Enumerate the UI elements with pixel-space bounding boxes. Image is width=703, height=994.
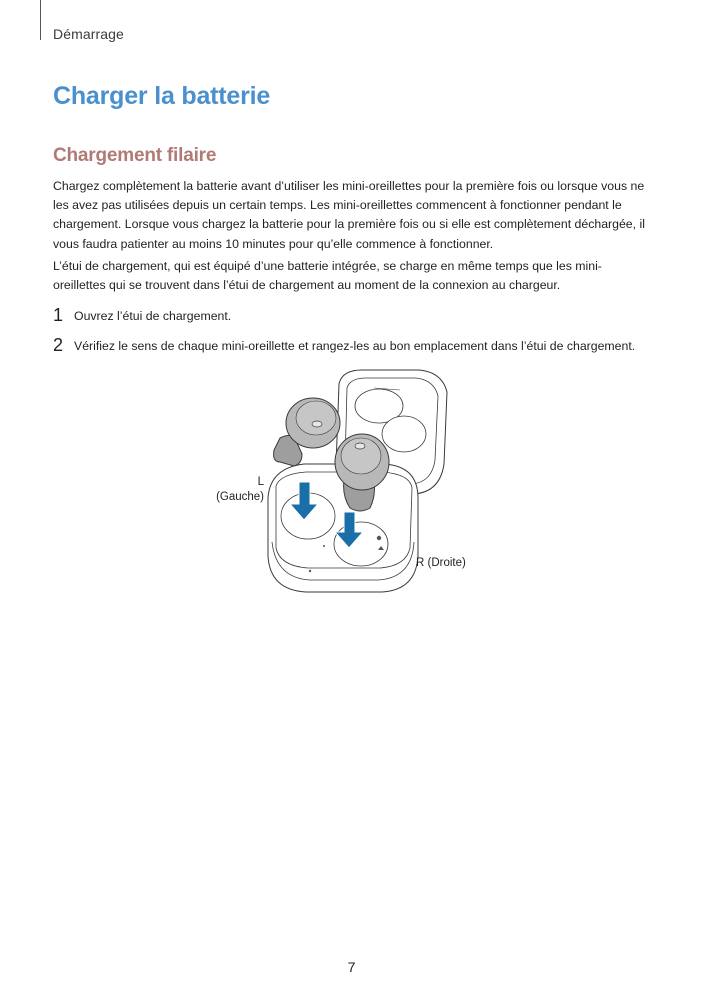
step-2: [53, 335, 673, 357]
left-earbud: [274, 398, 340, 466]
case-paragraph: L’étui de chargement, qui est équipé d’une batterie intégrée, se charge en même temps que les mini-oreillettes qui se trouvent dans l’étui de chargement au moment de la connexion au chargeur.: [53, 259, 602, 293]
section-subtitle: Chargement filaire: [53, 145, 217, 166]
step-number: 2: [53, 335, 64, 355]
step-1: [53, 305, 673, 327]
page-title: Charger la batterie: [53, 82, 271, 110]
intro-paragraph: Chargez complètement la batterie avant d’utiliser les mini-oreillettes pour la première fois ou lorsque vous ne les avez pas utilisées depuis un certain temps. Les mini-oreillettes commencent à fonctionner pendant le chargement. Lorsque vous chargez la batterie pour la première fois ou si elle est complètement déchargée, il vous faudra patienter au moins 10 minutes pour qu’elle commence à fonctionner.: [53, 179, 645, 251]
step-text: Ouvrez l’étui de chargement.: [74, 309, 232, 323]
step-text: Vérifiez le sens de chaque mini-oreillette et rangez-les au bon emplacement dans l’étui de chargement.: [74, 339, 636, 353]
case-body: [268, 464, 418, 592]
step-number: 1: [53, 305, 64, 325]
page-number: 7: [347, 959, 356, 975]
margin-rule: [40, 0, 41, 40]
section-header: Démarrage: [53, 26, 124, 42]
right-earbud-label: R (Droite): [416, 557, 466, 569]
left-earbud-label: [198, 475, 264, 505]
left-label-name: (Gauche): [216, 491, 264, 503]
left-label-letter: L: [257, 476, 264, 488]
